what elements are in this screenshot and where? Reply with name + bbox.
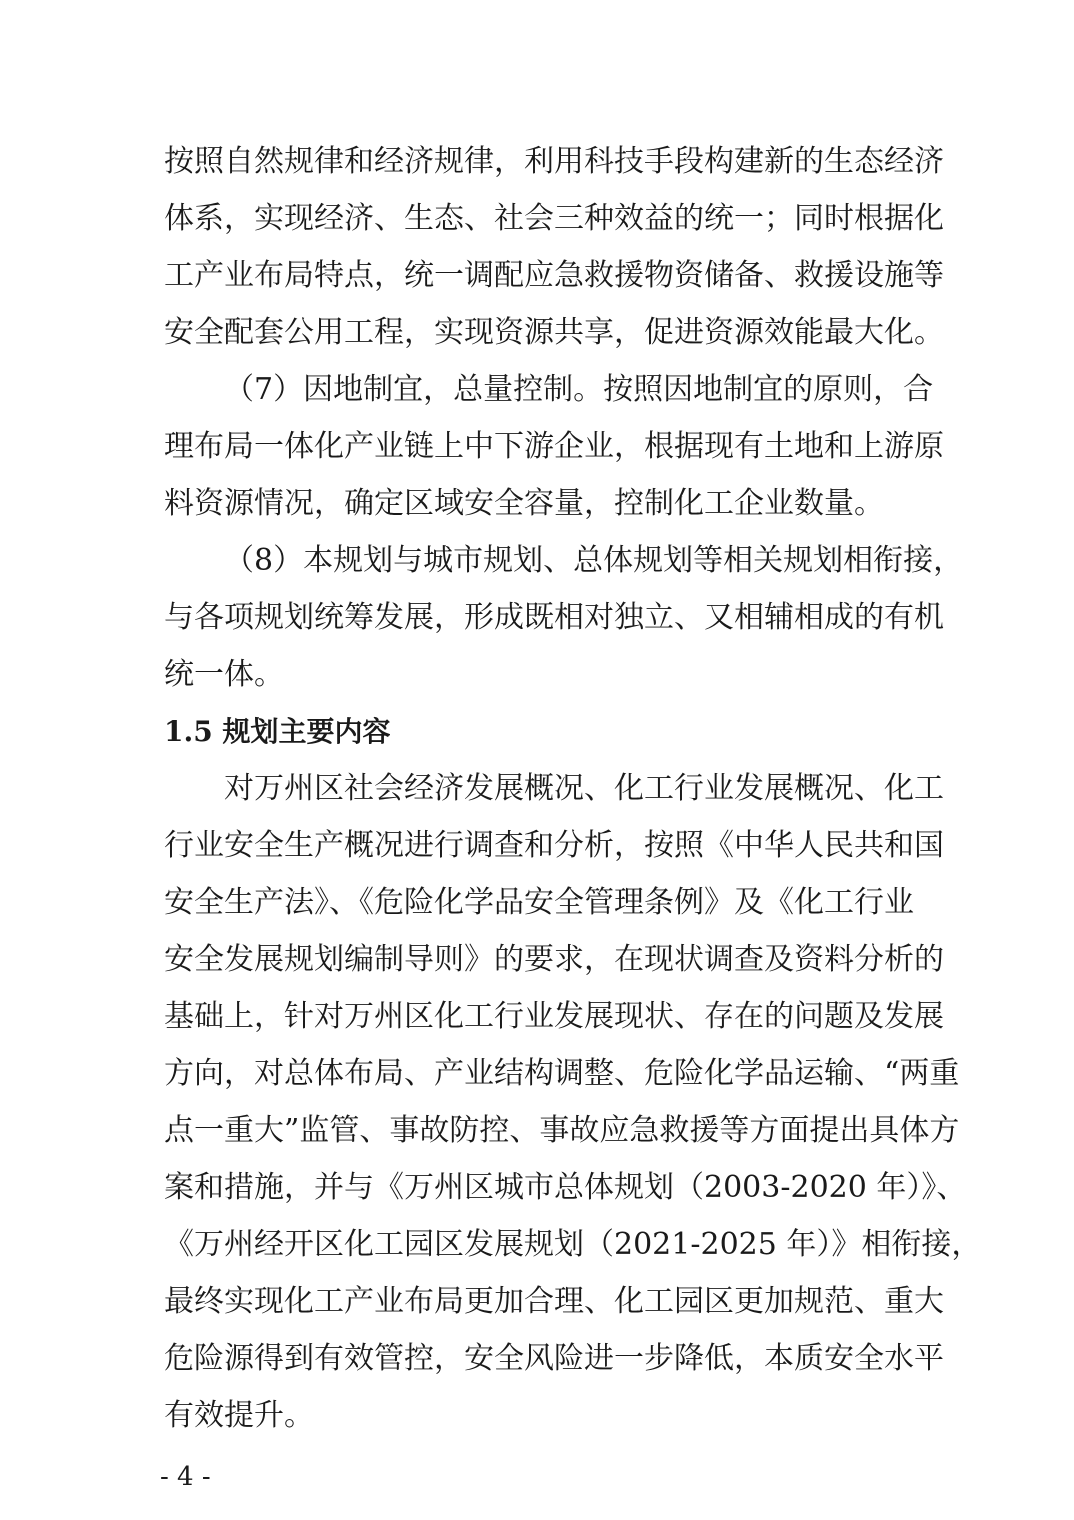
paragraph-3-line-2: 与各项规划统筹发展，形成既相对独立、又相辅相成的有机 (164, 600, 944, 635)
section-line-8: 案和措施，并与《万州区城市总体规划（2003-2020 年）》、 (164, 1170, 967, 1205)
section-line-11: 危险源得到有效管控，安全风险进一步降低，本质安全水平 (164, 1341, 944, 1376)
page-number: - 4 - (160, 1462, 211, 1492)
section-line-5: 基础上，针对万州区化工行业发展现状、存在的问题及发展 (164, 999, 944, 1034)
paragraph-1-line-4: 安全配套公用工程，实现资源共享，促进资源效能最大化。 (164, 315, 944, 350)
section-heading: 1.5 规划主要内容 (164, 715, 391, 748)
section-line-4: 安全发展规划编制导则》的要求，在现状调查及资料分析的 (164, 942, 944, 977)
section-line-6: 方向，对总体布局、产业结构调整、危险化学品运输、“两重 (164, 1056, 960, 1091)
paragraph-1-line-1: 按照自然规律和经济规律，利用科技手段构建新的生态经济 (164, 144, 944, 179)
section-line-10: 最终实现化工产业布局更加合理、化工园区更加规范、重大 (164, 1284, 944, 1319)
section-line-12: 有效提升。 (164, 1398, 314, 1433)
section-line-3: 安全生产法》、《危险化学品安全管理条例》及《化工行业 (164, 885, 914, 920)
section-line-2: 行业安全生产概况进行调查和分析，按照《中华人民共和国 (164, 828, 944, 863)
paragraph-1-line-3: 工产业布局特点，统一调配应急救援物资储备、救援设施等 (164, 258, 944, 293)
paragraph-3-line-1: （8）本规划与城市规划、总体规划等相关规划相衔接， (224, 543, 964, 578)
section-line-7: 点一重大”监管、事故防控、事故应急救援等方面提出具体方 (164, 1113, 960, 1148)
section-line-1: 对万州区社会经济发展概况、化工行业发展概况、化工 (224, 771, 944, 806)
paragraph-3-line-3: 统一体。 (164, 657, 284, 692)
section-line-9: 《万州经开区化工园区发展规划（2021-2025 年）》相衔接， (164, 1227, 982, 1262)
paragraph-2-line-2: 理布局一体化产业链上中下游企业，根据现有土地和上游原 (164, 429, 944, 464)
paragraph-2-line-3: 料资源情况，确定区域安全容量，控制化工企业数量。 (164, 486, 884, 521)
paragraph-1-line-2: 体系，实现经济、生态、社会三种效益的统一；同时根据化 (164, 201, 944, 236)
paragraph-2-line-1: （7）因地制宜，总量控制。按照因地制宜的原则，合 (224, 372, 934, 407)
